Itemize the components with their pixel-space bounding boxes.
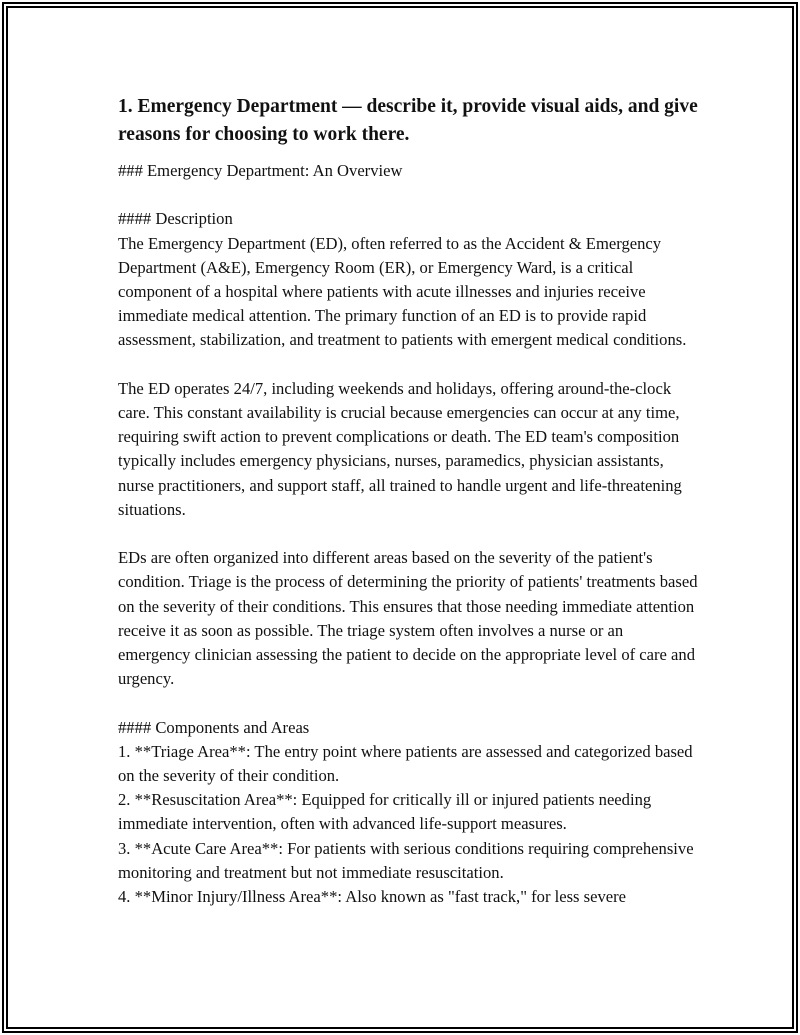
document-title: 1. Emergency Department — describe it, provide visual aids, and give reasons for choosing to work there. [118,96,698,145]
document-body: ### Emergency Department: An Overview #### Description The Emergency Department (ED), often referred to as the Accident & Emergency Department (A&E), Emergency Room (ER), or Emergency Ward, is a critical component of a hospital where patients with acute illnesses and injuries receive immediate medical attention. The primary function of an ED is to provide rapid assessment, stabilization, and treatment to patients with emergent medical conditions. The ED operates 24/7, including weekends and holidays, offering around-the-clock care. This constant availability is crucial because emergencies can occur at any time, requiring swift action to prevent complications or death. The ED team's composition typically includes emergency physicians, nurses, paramedics, physician assistants, nurse practitioners, and support staff, all trained to handle urgent and life-threatening situations. EDs are often organized into different areas based on the severity of the patient's condition. Triage is the process of determining the priority of patients' treatments based on the severity of their conditions. This ensures that those needing immediate attention receive it as soon as possible. The triage system often involves a nurse or an emergency clinician assessing the patient to decide on the appropriate level of care and urgency. #### Components and Areas 1. **Triage Area**: The entry point where patients are assessed and categorized based on the severity of their condition. 2. **Resuscitation Area**: Equipped for critically ill or injured patients needing immediate intervention, often with advanced life-support measures. 3. **Acute Care Area**: For patients with serious conditions requiring comprehensive monitoring and treatment but not immediate resuscitation. 4. **Minor Injury/Illness Area**: Also known as "fast track," for less severe [118,161,698,907]
document-content [118,93,698,909]
